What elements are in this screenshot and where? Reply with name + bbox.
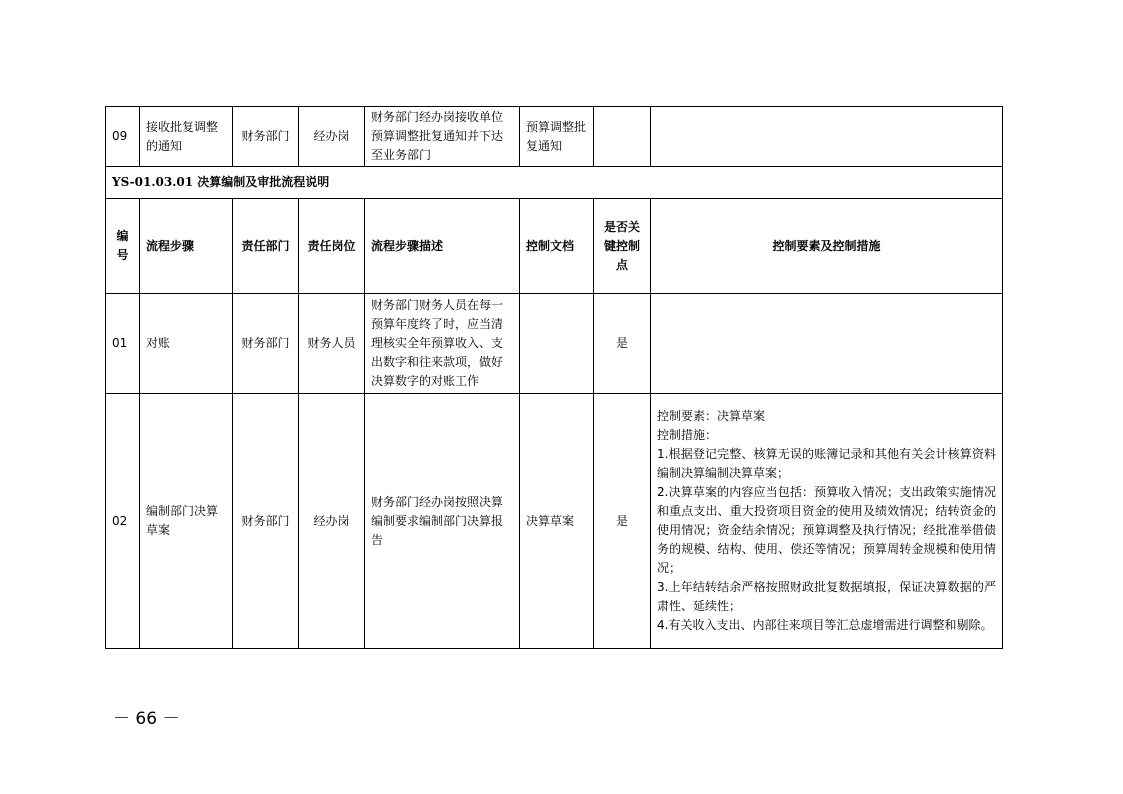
header-desc: 流程步骤描述 bbox=[365, 199, 520, 294]
header-key: 是否关键控制点 bbox=[594, 199, 651, 294]
responsible-post: 经办岗 bbox=[299, 107, 365, 167]
responsible-dept: 财务部门 bbox=[233, 394, 299, 649]
responsible-post: 财务人员 bbox=[299, 294, 365, 394]
section-row bbox=[106, 167, 1003, 199]
header-step: 流程步骤 bbox=[140, 199, 233, 294]
key-control-flag: 是 bbox=[594, 294, 651, 394]
section-title: YS-01.03.01 决算编制及审批流程说明 bbox=[106, 167, 1003, 199]
step-description: 财务部门财务人员在每一预算年度终了时，应当清理核实全年预算收入、支出数字和往来款项，做好决算数字的对账工作 bbox=[365, 294, 520, 394]
control-measures bbox=[651, 107, 1003, 167]
header-post: 责任岗位 bbox=[299, 199, 365, 294]
header-doc: 控制文档 bbox=[520, 199, 594, 294]
row-number: 09 bbox=[106, 107, 140, 167]
control-measures bbox=[651, 394, 1003, 649]
key-control-flag: 是 bbox=[594, 394, 651, 649]
process-step: 对账 bbox=[140, 294, 233, 394]
key-control-flag bbox=[594, 107, 651, 167]
control-document: 预算调整批复通知 bbox=[520, 107, 594, 167]
row-number: 02 bbox=[106, 394, 140, 649]
process-step: 接收批复调整的通知 bbox=[140, 107, 233, 167]
measure-line: 1.根据登记完整、核算无误的账簿记录和其他有关会计核算资料编制决算编制决算草案； bbox=[657, 447, 996, 480]
step-description: 财务部门经办岗按照决算编制要求编制部门决算报告 bbox=[365, 394, 520, 649]
measure-line: 2.决算草案的内容应当包括：预算收入情况；支出政策实施情况和重点支出、重大投资项目资金的使用及绩效情况；结转资金的使用情况；资金结余情况；预算调整及执行情况；经批准举借债务的规模、结构、使用、偿还等情况；预算周转金规模和使用情况； bbox=[657, 485, 996, 575]
measure-line: 控制要素：决算草案 bbox=[657, 409, 766, 423]
responsible-dept: 财务部门 bbox=[233, 107, 299, 167]
responsible-post: 经办岗 bbox=[299, 394, 365, 649]
page-number: － 66 － bbox=[113, 709, 180, 729]
control-measures bbox=[651, 294, 1003, 394]
header-measures: 控制要素及控制措施 bbox=[651, 199, 1003, 294]
table-row bbox=[106, 107, 1003, 167]
row-number: 01 bbox=[106, 294, 140, 394]
process-table bbox=[105, 106, 1003, 649]
control-document bbox=[520, 294, 594, 394]
measure-line: 4.有关收入支出、内部往来项目等汇总虚增需进行调整和剔除。 bbox=[657, 618, 993, 632]
header-dept: 责任部门 bbox=[233, 199, 299, 294]
table-row bbox=[106, 294, 1003, 394]
control-document: 决算草案 bbox=[520, 394, 594, 649]
table-row bbox=[106, 394, 1003, 649]
process-step: 编制部门决算草案 bbox=[140, 394, 233, 649]
measure-line: 3.上年结转结余严格按照财政批复数据填报，保证决算数据的严肃性、延续性； bbox=[657, 580, 996, 613]
header-row bbox=[106, 199, 1003, 294]
header-no: 编号 bbox=[106, 199, 140, 294]
step-description: 财务部门经办岗接收单位预算调整批复通知并下达至业务部门 bbox=[365, 107, 520, 167]
measure-line: 控制措施： bbox=[657, 428, 718, 442]
responsible-dept: 财务部门 bbox=[233, 294, 299, 394]
